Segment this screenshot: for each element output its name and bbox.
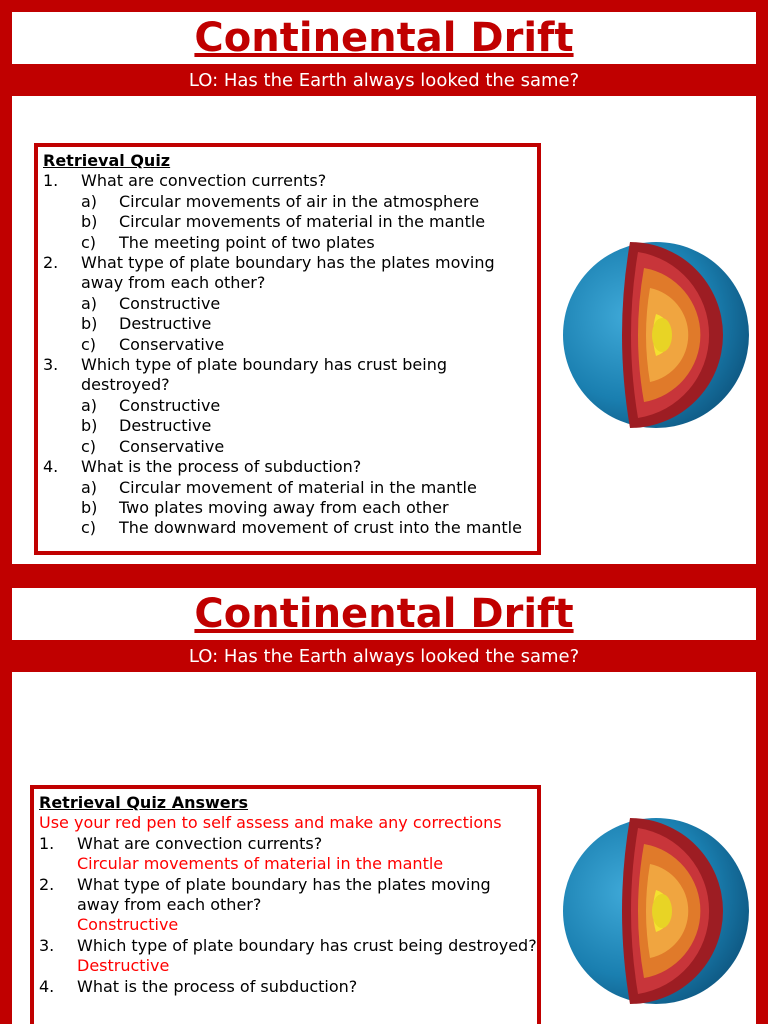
option <box>43 233 537 253</box>
question-text: What type of plate boundary has the plates moving away from each other? <box>81 253 495 293</box>
option-text: Circular movements of air in the atmosphere <box>119 191 480 211</box>
option-text: Conservative <box>119 436 225 456</box>
question-text: What is the process of subduction? <box>81 457 362 477</box>
option-letter: c) <box>81 334 97 354</box>
slide-content <box>12 96 756 564</box>
option <box>43 314 537 334</box>
question-number: 1. <box>39 833 55 853</box>
instruction-text: Use your red pen to self assess and make any corrections <box>39 813 502 833</box>
answers-title: Retrieval Quiz Answers <box>39 793 249 812</box>
option-text: Destructive <box>119 416 212 436</box>
option <box>43 335 537 355</box>
question-number: 1. <box>43 171 59 191</box>
option-letter: a) <box>81 191 98 211</box>
option <box>43 478 537 498</box>
option-letter: a) <box>81 293 98 313</box>
quiz-box <box>34 143 541 555</box>
option-letter: b) <box>81 497 98 517</box>
earth-core-highlight <box>652 894 672 928</box>
title-bar <box>12 12 756 64</box>
earth-cross-section-icon <box>562 816 752 1008</box>
question-number: 4. <box>39 976 55 996</box>
question <box>39 834 537 854</box>
option <box>43 416 537 436</box>
option-letter: c) <box>81 518 97 538</box>
question-number: 2. <box>39 874 55 894</box>
option-letter: b) <box>81 416 98 436</box>
question-number: 3. <box>43 355 59 375</box>
option-letter: b) <box>81 314 98 334</box>
page-title: Continental Drift <box>194 591 574 637</box>
option-text: The downward movement of crust into the mantle <box>119 518 522 538</box>
page-title: Continental Drift <box>194 15 574 61</box>
option-text: Constructive <box>119 293 221 313</box>
option-letter: c) <box>81 232 97 252</box>
question-number: 3. <box>39 935 55 955</box>
question <box>39 977 537 997</box>
option-text: Conservative <box>119 334 225 354</box>
question <box>39 936 537 956</box>
option <box>43 192 537 212</box>
answer-text: Destructive <box>77 956 170 976</box>
question-text: What type of plate boundary has the plates moving away from each other? <box>77 874 491 915</box>
question <box>43 253 537 294</box>
learning-objective: LO: Has the Earth always looked the same? <box>188 646 580 667</box>
slide-answers <box>0 576 768 1024</box>
option-letter: a) <box>81 477 98 497</box>
option <box>43 437 537 457</box>
option <box>43 498 537 518</box>
learning-objective: LO: Has the Earth always looked the same? <box>188 70 580 91</box>
question-text: What are convection currents? <box>81 171 327 191</box>
option <box>43 212 537 232</box>
title-bar <box>12 588 756 640</box>
question-number: 4. <box>43 457 59 477</box>
option-text: The meeting point of two plates <box>119 232 375 252</box>
slide-content <box>12 672 756 1024</box>
earth-cross-section-icon <box>562 240 752 432</box>
question-text: What is the process of subduction? <box>77 976 358 996</box>
question <box>43 171 537 191</box>
option-text: Circular movements of material in the mantle <box>119 212 486 232</box>
option-text: Two plates moving away from each other <box>119 497 449 517</box>
question-text: What are convection currents? <box>77 833 323 853</box>
answer-text: Constructive <box>77 915 179 935</box>
question-text: Which type of plate boundary has crust being destroyed? <box>81 355 448 395</box>
option-text: Circular movement of material in the mantle <box>119 477 477 497</box>
question <box>43 355 537 396</box>
earth-core-highlight <box>652 318 672 352</box>
option-letter: a) <box>81 395 98 415</box>
answer-text: Circular movements of material in the mantle <box>77 854 444 874</box>
option <box>43 396 537 416</box>
option-text: Destructive <box>119 314 212 334</box>
option-letter: c) <box>81 436 97 456</box>
question-text: Which type of plate boundary has crust being destroyed? <box>77 935 537 955</box>
option <box>43 294 537 314</box>
option-text: Constructive <box>119 395 221 415</box>
quiz-title: Retrieval Quiz <box>43 151 171 170</box>
question-number: 2. <box>43 253 59 273</box>
option-letter: b) <box>81 212 98 232</box>
option <box>43 518 537 538</box>
answers-box <box>30 785 541 1024</box>
question <box>43 457 537 477</box>
question <box>39 875 537 916</box>
